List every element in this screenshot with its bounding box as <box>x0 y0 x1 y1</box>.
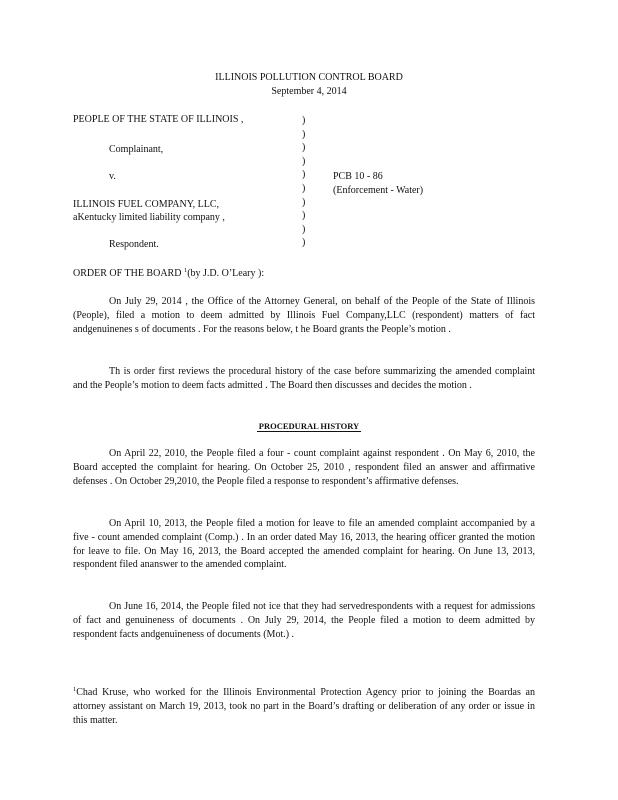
section-heading <box>0 421 618 431</box>
footnote <box>73 683 535 727</box>
versus: v. <box>109 171 116 182</box>
case-type: (Enforcement - Water) <box>333 185 424 196</box>
order-author: (by J.D. O’Leary ): <box>187 268 265 279</box>
order-title-text: ORDER OF THE BOARD <box>73 268 182 279</box>
paragraph-text: On July 29, 2014 , the Office of the Attorney General, on behalf of the People of the State of Illinois (People), filed a motion to deem admitted by Illinois Fuel Company,LLC (respondent) matters of fact andgenuinenes s of documents . For the reasons below, t he Board grants the People’s motion . <box>73 296 535 335</box>
caption-bracket: ) <box>302 223 306 235</box>
footnote-mark: 1 <box>73 686 77 693</box>
caption-bracket: ) <box>302 210 306 222</box>
paragraph-text: On April 10, 2013, the People filed a motion for leave to file an amended complaint accompanied by a five - count amended complaint (Comp.) . In an order dated May 16, 2013, the hearing officer granted the motion for leave to file. On May 16, 2013, the Board accepted the amended complaint for hearing. On June 13, 2013, respondent filed ananswer to the amended complaint. <box>73 518 535 571</box>
caption-bracket: ) <box>302 128 306 140</box>
caption-bracket: ) <box>302 196 306 208</box>
caption-brackets <box>302 114 305 250</box>
paragraph-text: On June 16, 2014, the People filed not ice that they had servedrespondents with a request for admissions of fact and genuineness of documents . On July 29, 2014, the People filed a motion to deem admitted by respondent facts andgenuineness of documents (Mot.) . <box>73 601 535 640</box>
paragraph-text: Th is order first reviews the procedural history of the case before summarizing the amended complaint and the People’s motion to deem facts admitted . The Board then discusses and decides the motion . <box>73 366 535 391</box>
respondent-label: Respondent. <box>109 239 159 250</box>
paragraph-intro <box>73 295 535 336</box>
paragraph-overview <box>73 365 535 393</box>
complainant-party: PEOPLE OF THE STATE OF ILLINOIS , <box>73 114 244 125</box>
caption-bracket: ) <box>302 237 306 249</box>
footnote-paragraph <box>73 683 535 727</box>
order-title <box>73 267 264 279</box>
footnote-divider <box>73 672 223 673</box>
order-date: September 4, 2014 <box>271 86 347 97</box>
caption-bracket: ) <box>302 169 306 181</box>
complainant-label: Complainant, <box>109 144 164 155</box>
respondent-party-line1: ILLINOIS FUEL COMPANY, LLC, <box>73 199 220 210</box>
caption-bracket: ) <box>302 115 306 126</box>
respondent-party-line2: aKentucky limited liability company , <box>73 212 225 223</box>
section-heading-text: PROCEDURAL HISTORY <box>258 421 360 431</box>
board-name: ILLINOIS POLLUTION CONTROL BOARD <box>215 72 403 83</box>
case-number: PCB 10 - 86 <box>333 171 383 182</box>
footnote-reference: 1 <box>183 267 188 274</box>
caption-bracket: ) <box>302 182 306 194</box>
paragraph-history-1 <box>73 447 535 488</box>
paragraph-history-2 <box>73 517 535 572</box>
paragraph-history-3 <box>73 600 535 641</box>
caption-bracket: ) <box>302 155 306 167</box>
paragraph-text: On April 22, 2010, the People filed a four - count complaint against respondent . On May 6, 2010, the Board accepted the complaint for hearing. On October 25, 2010 , respondent filed an answer and affirmative defenses . On October 29,2010, the People filed a response to respondent’s affirmative defenses. <box>73 448 535 487</box>
footnote-text: Chad Kruse, who worked for the Illinois Environmental Protection Agency prior to joining the Boardas an attorney assistant on March 19, 2013, took no part in the Board’s drafting or deliberation of any order or issue in this matter. <box>73 687 535 726</box>
caption-bracket: ) <box>302 142 306 154</box>
